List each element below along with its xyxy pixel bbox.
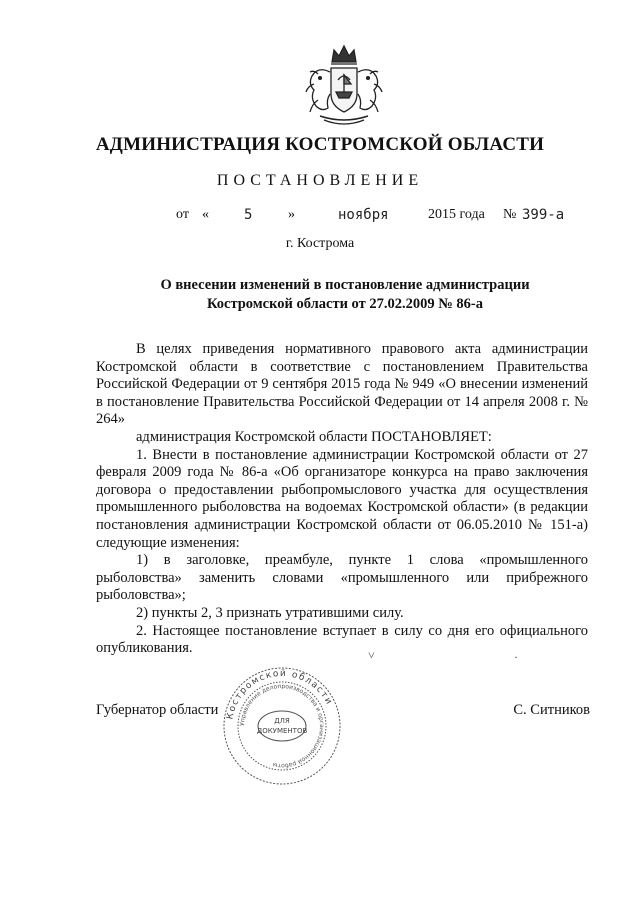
document-body [96,341,588,658]
date-close-quote: » [288,207,295,222]
clause-1-2-paragraph: 2) пункты 2, 3 признать утратившими силу. [136,604,404,621]
clause-1-paragraph: 1. Внести в постановление администрации Костромской области от 27 февраля 2009 года № 86-а «Об организаторе конкурса на право заключения договора о предоставлении рыбопромыслового участка для осуществления промышленного рыболовства на водоемах Костромской области» (в редакции постановления администрации Костромской области от 06.05.2010 № 151-а) следующие изменения: [96,446,588,551]
document-type: ПОСТАНОВЛЕНИЕ [216,172,424,189]
stamp-inner-text: Управление делопроизводства и организационной работы [238,682,326,770]
date-line [0,207,640,229]
stamp-center-text-2: ДОКУМЕНТОВ [256,727,308,735]
city: г. Кострома [285,236,355,251]
date-day: 5 [244,207,253,223]
date-open-quote: « [202,207,209,222]
scan-mark: ˅ [368,648,375,662]
official-stamp [220,664,344,788]
svg-text:Управление делопроизводства и [239,683,325,769]
heading-line-2: Костромской области от 27.02.2009 № 86-а [206,296,484,312]
coat-of-arms-icon [298,40,390,132]
organization-title: АДМИНИСТРАЦИЯ КОСТРОМСКОЙ ОБЛАСТИ [95,134,545,155]
preamble-paragraph: В целях приведения нормативного правового акта администрации Костромской области в соответствие с постановлением Правительства Российской Федерации от 9 сентября 2015 года № 949 «О внесении изменений в постановление Правительства Российской Федерации от 14 апреля 2008 г. № 264» [96,341,588,428]
document-heading [120,276,570,314]
date-month: ноября [338,207,389,223]
document-number: 399-а [522,207,565,223]
stamp-center-text-1: ДЛЯ [274,717,290,725]
clause-1-1-paragraph: 1) в заголовке, преамбуле, пункте 1 слова «промышленного рыболовства» заменить словами «промышленного или прибрежного рыболовства»; [96,552,588,604]
clause-2-paragraph: 2. Настоящее постановление вступает в силу со дня его официального опубликования. [96,622,588,657]
number-label: № [503,207,517,222]
signatory-name: С. Ситников [513,702,590,718]
date-prefix: от [176,207,189,222]
date-year: 2015 года [428,207,485,222]
resolves-paragraph: администрация Костромской области ПОСТАНОВЛЯЕТ: [136,428,492,445]
heading-line-1: О внесении изменений в постановление администрации [160,277,530,293]
signatory-position: Губернатор области [96,702,219,718]
scan-mark: · [514,650,518,664]
stamp-outer-text: Костромской области [225,668,335,721]
